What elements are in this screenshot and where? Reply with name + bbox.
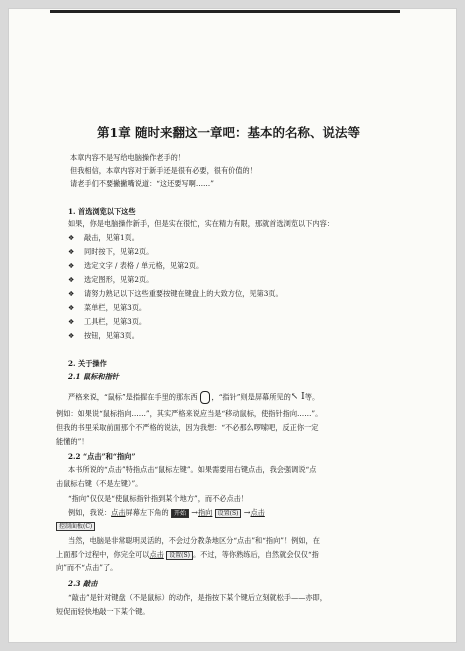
bullet-icon: ❖ xyxy=(68,233,75,242)
control-panel-icon: 控制面板(C) xyxy=(56,522,95,531)
paragraph-click-1: 本书所说的“点击”特指点击“鼠标左键”。如果需要用右键点击，我会强调说“点 xyxy=(68,465,317,474)
list-item: ❖ 选定文字 / 表格 / 单元格，见第2页。 xyxy=(68,261,204,270)
paragraph-example-click: 例如，我说：点击屏幕左下角的 开始 →指向 设置(S) →点击 xyxy=(68,508,265,517)
intro-line-2: 但我相信，本章内容对于新手还是很有必要，很有价值的！ xyxy=(70,166,257,175)
intro-line-3: 请老手们不要撇撇嘴说道：“这还要写啊……” xyxy=(70,179,214,188)
top-rule xyxy=(50,10,400,13)
paragraph-example-1: 例如：如果说“鼠标指向……”，其实严格来说应当是“移动鼠标，使指针指向……”。 xyxy=(56,409,323,418)
list-item: ❖ 工具栏，见第3页。 xyxy=(68,317,147,326)
paragraph-flex-3: 向”而不“点击”了。 xyxy=(56,563,118,572)
paragraph-example-3: 能懂的”！ xyxy=(56,437,89,446)
bullet-icon: ❖ xyxy=(68,247,75,256)
paragraph-flex-2: 上面那个过程中，你完全可以点击 设置(S) 。不过，等你熟练后，自然就会仅仅“指 xyxy=(56,550,319,559)
start-button-icon: 开始 xyxy=(171,509,189,518)
intro-line-1: 本章内容不是写给电脑操作老手的！ xyxy=(70,153,186,162)
bullet-icon: ❖ xyxy=(68,261,75,270)
list-item: ❖ 同时按下，见第2页。 xyxy=(68,247,154,256)
settings-button-icon: 设置(S) xyxy=(166,551,193,560)
settings-button-icon: 设置(S) xyxy=(215,509,242,518)
subsection-2-1: 2.1 鼠标和指针 xyxy=(68,372,119,381)
document-page xyxy=(8,8,457,643)
list-item: ❖ 菜单栏，见第3页。 xyxy=(68,303,147,312)
paragraph-tap-2: 短促而轻快地敲一下某个键。 xyxy=(56,607,150,616)
paragraph-mouse: 严格来说，“鼠标”是指握在手里的那东西 ，“指针”则是屏幕所见的↖ I等。 xyxy=(68,392,320,402)
section2-heading: 2. 关于操作 xyxy=(68,359,107,368)
chapter-title: 第1章 随时来翻这一章吧：基本的名称、说法等 xyxy=(97,125,361,140)
bullet-icon: ❖ xyxy=(68,289,75,298)
list-item: ❖ 选定图形，见第2页。 xyxy=(68,275,154,284)
bullet-icon: ❖ xyxy=(68,303,75,312)
bullet-icon: ❖ xyxy=(68,275,75,284)
subsection-2-3: 2.3 敲击 xyxy=(68,579,98,588)
section1-lead: 如果，你是电脑操作新手，但是实在很忙，实在精力有限，那就首选浏览以下内容： xyxy=(68,219,334,228)
mouse-icon xyxy=(200,391,210,404)
bullet-icon: ❖ xyxy=(68,317,75,326)
bullet-icon: ❖ xyxy=(68,331,75,340)
control-panel-line xyxy=(56,521,95,531)
list-item: ❖ 按钮，见第3页。 xyxy=(68,331,139,340)
subsection-2-2: 2.2 “点击”和“指向” xyxy=(68,452,136,461)
cursor-icon: ↖ I xyxy=(290,392,305,402)
list-item: ❖ 敲击，见第1页。 xyxy=(68,233,139,242)
section1-heading: 1. 首选浏览以下这些 xyxy=(68,207,136,216)
paragraph-point: “指向”仅仅是“使鼠标指针指到某个地方”，而不必点击！ xyxy=(68,494,249,503)
paragraph-tap-1: “敲击”是针对键盘（不是鼠标）的动作，是指按下某个键后立刻就松手——亦即， xyxy=(68,593,327,602)
paragraph-example-2: 但我的书里采取前面那个不严格的说法，因为我想：“不必那么啰嗦吧，反正你一定 xyxy=(56,423,319,432)
paragraph-flex-1: 当然，电脑是非常聪明灵活的，不会过分教条地区分“点击”和“指向”！例如，在 xyxy=(68,536,320,545)
list-item: ❖ 请努力熟记以下这些重要按键在键盘上的大致方位，见第3页。 xyxy=(68,289,283,298)
paragraph-click-2: 击鼠标右键（不是左键）”。 xyxy=(56,479,143,488)
